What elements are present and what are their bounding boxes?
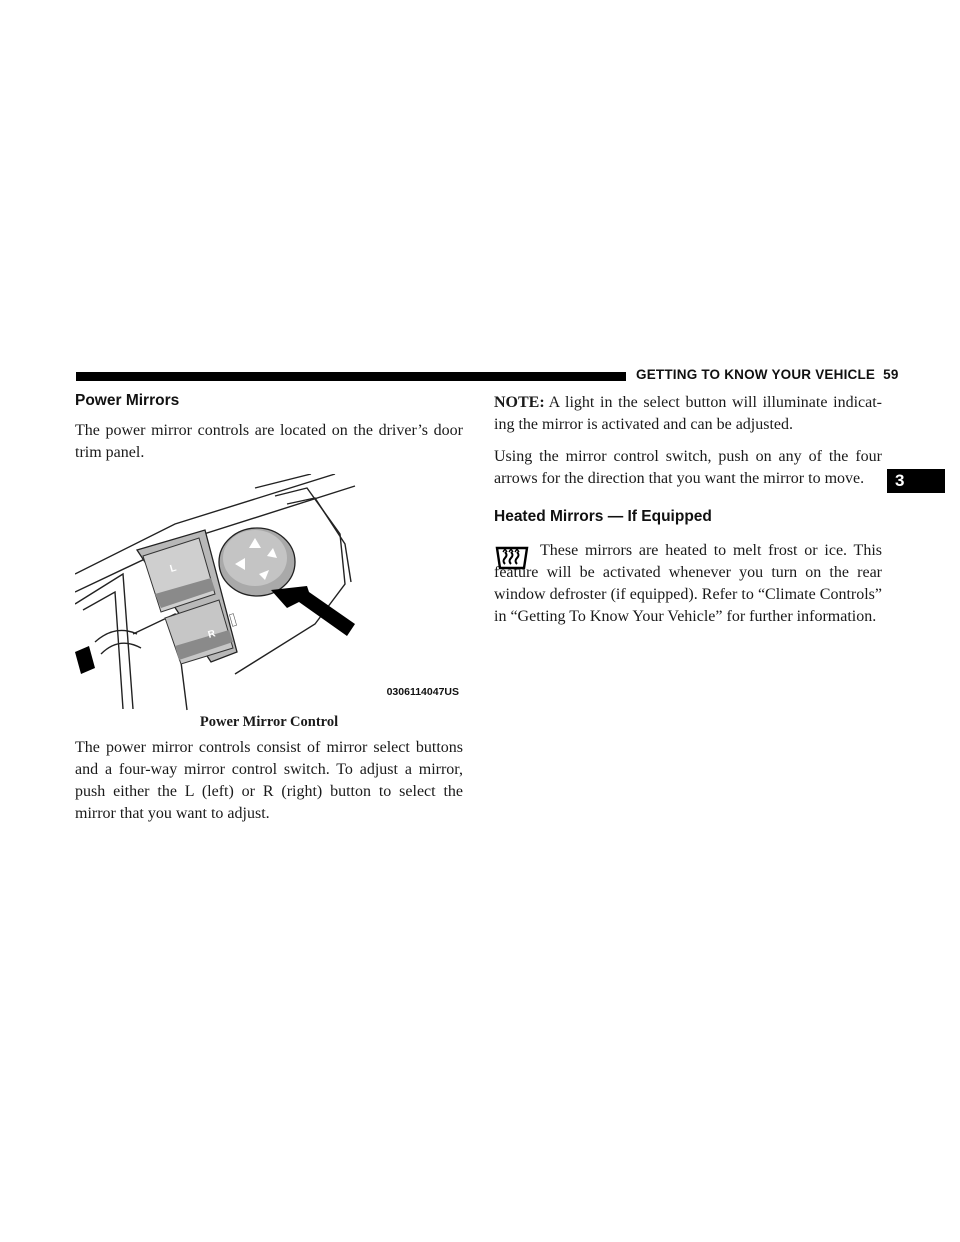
switch-paragraph: Using the mirror control switch, push on any of the four arrows for the direction that you want the mirror to move.: [494, 448, 882, 487]
body-paragraph: The power mirror controls consist of mirror select buttons and a four-way mirror control switch. To adjust a mirror, push either the L (left) or R (right) button to select the mirror that you want to adjust.: [75, 739, 463, 822]
section-title: GETTING TO KNOW YOUR VEHICLE: [636, 367, 876, 382]
rear-defroster-icon: [494, 544, 530, 572]
figure-caption: Power Mirror Control: [199, 714, 339, 730]
intro-paragraph: The power mirror controls are located on the driver’s door trim panel.: [75, 422, 463, 461]
power-mirror-control-figure: [75, 474, 465, 712]
mirror-control-illustration: [75, 474, 465, 712]
running-header: [636, 367, 899, 382]
note-label: NOTE:: [494, 394, 545, 411]
right-button-label: R: [206, 628, 217, 641]
power-mirrors-heading: Power Mirrors: [75, 392, 180, 409]
note-paragraph: [494, 392, 882, 436]
header-rule: [76, 372, 626, 381]
left-button-label: L: [168, 562, 178, 575]
four-way-switch: [219, 528, 295, 596]
page-number: 59: [883, 367, 899, 382]
heated-mirrors-text: These mirrors are heated to melt frost or ice. This feature will be activated whenever you turn on the rear window defroster (if equipped). Refer to “Climate Controls” in “Getting To Know Your Vehicle” for further information.: [494, 542, 882, 625]
arrow-pointer-icon: [271, 586, 355, 636]
chapter-tab: 3: [887, 469, 945, 493]
heated-mirrors-heading: Heated Mirrors — If Equipped: [494, 508, 712, 525]
heated-mirrors-block: [494, 540, 882, 628]
left-column: [75, 392, 463, 825]
note-text: A light in the select button will illuminate indicating the mirror is activated and can be adjusted.: [494, 394, 882, 433]
right-column: [494, 392, 882, 628]
figure-code: 0306114047US: [386, 686, 459, 698]
heated-mirrors-paragraph: [494, 540, 882, 628]
